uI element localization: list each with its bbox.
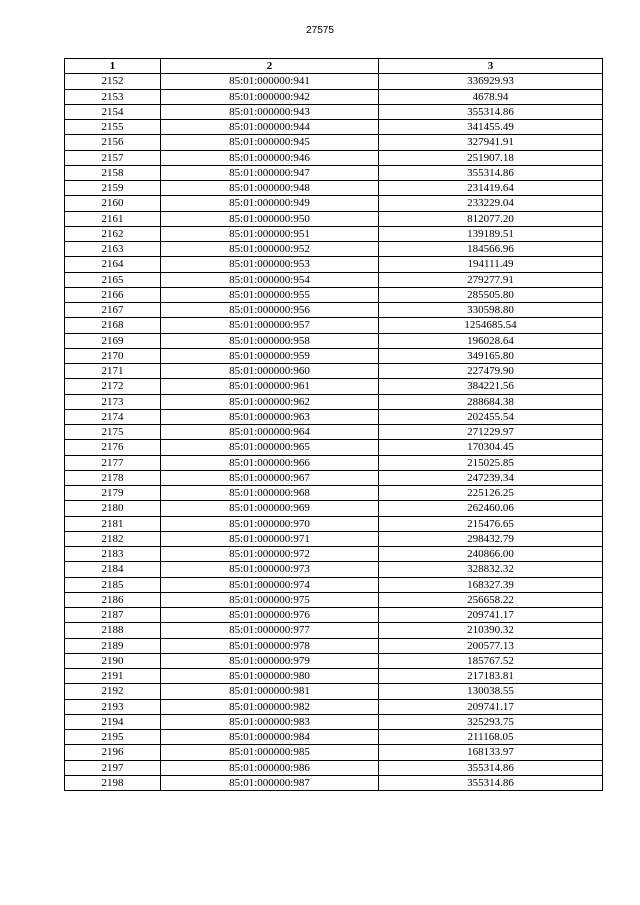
cadastral-number-cell: 85:01:000000:955 — [161, 287, 379, 302]
row-number-cell: 2170 — [65, 348, 161, 363]
table-row — [65, 745, 603, 760]
value-cell: 233229.04 — [379, 196, 603, 211]
cadastral-number-cell: 85:01:000000:973 — [161, 562, 379, 577]
table-row — [65, 364, 603, 379]
cadastral-number-cell: 85:01:000000:952 — [161, 242, 379, 257]
value-cell: 251907.18 — [379, 150, 603, 165]
row-number-cell: 2193 — [65, 699, 161, 714]
table-row — [65, 74, 603, 89]
value-cell: 240866.00 — [379, 547, 603, 562]
cadastral-number-cell: 85:01:000000:976 — [161, 608, 379, 623]
cadastral-number-cell: 85:01:000000:974 — [161, 577, 379, 592]
row-number-cell: 2187 — [65, 608, 161, 623]
row-number-cell: 2188 — [65, 623, 161, 638]
table-row — [65, 165, 603, 180]
row-number-cell: 2177 — [65, 455, 161, 470]
value-cell: 355314.86 — [379, 104, 603, 119]
cadastral-number-cell: 85:01:000000:942 — [161, 89, 379, 104]
row-number-cell: 2180 — [65, 501, 161, 516]
value-cell: 227479.90 — [379, 364, 603, 379]
cadastral-number-cell: 85:01:000000:946 — [161, 150, 379, 165]
cadastral-number-cell: 85:01:000000:961 — [161, 379, 379, 394]
cadastral-number-cell: 85:01:000000:960 — [161, 364, 379, 379]
table-row — [65, 608, 603, 623]
row-number-cell: 2196 — [65, 745, 161, 760]
table-row — [65, 120, 603, 135]
row-number-cell: 2176 — [65, 440, 161, 455]
row-number-cell: 2152 — [65, 74, 161, 89]
table-row — [65, 104, 603, 119]
cadastral-number-cell: 85:01:000000:965 — [161, 440, 379, 455]
value-cell: 209741.17 — [379, 608, 603, 623]
value-cell: 384221.56 — [379, 379, 603, 394]
table-row — [65, 623, 603, 638]
value-cell: 4678.94 — [379, 89, 603, 104]
value-cell: 215025.85 — [379, 455, 603, 470]
row-number-cell: 2194 — [65, 714, 161, 729]
value-cell: 812077.20 — [379, 211, 603, 226]
table-row — [65, 684, 603, 699]
cadastral-number-cell: 85:01:000000:980 — [161, 669, 379, 684]
cadastral-number-cell: 85:01:000000:967 — [161, 470, 379, 485]
value-cell: 355314.86 — [379, 165, 603, 180]
row-number-cell: 2162 — [65, 226, 161, 241]
value-cell: 194111.49 — [379, 257, 603, 272]
row-number-cell: 2171 — [65, 364, 161, 379]
table-row — [65, 760, 603, 775]
value-cell: 130038.55 — [379, 684, 603, 699]
table-row — [65, 486, 603, 501]
table-row — [65, 287, 603, 302]
value-cell: 355314.86 — [379, 760, 603, 775]
row-number-cell: 2174 — [65, 409, 161, 424]
table-row — [65, 669, 603, 684]
value-cell: 256658.22 — [379, 592, 603, 607]
cadastral-number-cell: 85:01:000000:962 — [161, 394, 379, 409]
table-row — [65, 714, 603, 729]
row-number-cell: 2190 — [65, 653, 161, 668]
table-row — [65, 150, 603, 165]
table-row — [65, 211, 603, 226]
value-cell: 327941.91 — [379, 135, 603, 150]
row-number-cell: 2155 — [65, 120, 161, 135]
row-number-cell: 2191 — [65, 669, 161, 684]
table-row — [65, 257, 603, 272]
row-number-cell: 2167 — [65, 303, 161, 318]
table-row — [65, 379, 603, 394]
value-cell: 168327.39 — [379, 577, 603, 592]
value-cell: 279277.91 — [379, 272, 603, 287]
row-number-cell: 2161 — [65, 211, 161, 226]
row-number-cell: 2172 — [65, 379, 161, 394]
table-row — [65, 699, 603, 714]
cadastral-number-cell: 85:01:000000:949 — [161, 196, 379, 211]
table-row — [65, 89, 603, 104]
cadastral-number-cell: 85:01:000000:975 — [161, 592, 379, 607]
cadastral-number-cell: 85:01:000000:957 — [161, 318, 379, 333]
value-cell: 341455.49 — [379, 120, 603, 135]
table-row — [65, 318, 603, 333]
row-number-cell: 2159 — [65, 181, 161, 196]
table-row — [65, 181, 603, 196]
value-cell: 288684.38 — [379, 394, 603, 409]
table-row — [65, 272, 603, 287]
row-number-cell: 2163 — [65, 242, 161, 257]
row-number-cell: 2186 — [65, 592, 161, 607]
cadastral-number-cell: 85:01:000000:963 — [161, 409, 379, 424]
cadastral-number-cell: 85:01:000000:941 — [161, 74, 379, 89]
row-number-cell: 2156 — [65, 135, 161, 150]
row-number-cell: 2168 — [65, 318, 161, 333]
cadastral-number-cell: 85:01:000000:987 — [161, 775, 379, 790]
row-number-cell: 2165 — [65, 272, 161, 287]
value-cell: 271229.97 — [379, 425, 603, 440]
row-number-cell: 2184 — [65, 562, 161, 577]
value-cell: 196028.64 — [379, 333, 603, 348]
column-header-1: 1 — [65, 59, 161, 74]
value-cell: 298432.79 — [379, 531, 603, 546]
column-header-3: 3 — [379, 59, 603, 74]
table-row — [65, 440, 603, 455]
value-cell: 330598.80 — [379, 303, 603, 318]
table-row — [65, 516, 603, 531]
row-number-cell: 2183 — [65, 547, 161, 562]
cadastral-number-cell: 85:01:000000:979 — [161, 653, 379, 668]
row-number-cell: 2175 — [65, 425, 161, 440]
value-cell: 262460.06 — [379, 501, 603, 516]
table-row — [65, 730, 603, 745]
cadastral-number-cell: 85:01:000000:953 — [161, 257, 379, 272]
value-cell: 328832.32 — [379, 562, 603, 577]
value-cell: 168133.97 — [379, 745, 603, 760]
value-cell: 325293.75 — [379, 714, 603, 729]
value-cell: 231419.64 — [379, 181, 603, 196]
table-row — [65, 242, 603, 257]
cadastral-number-cell: 85:01:000000:966 — [161, 455, 379, 470]
value-cell: 200577.13 — [379, 638, 603, 653]
table-body — [65, 74, 603, 791]
value-cell: 225126.25 — [379, 486, 603, 501]
row-number-cell: 2179 — [65, 486, 161, 501]
cadastral-number-cell: 85:01:000000:978 — [161, 638, 379, 653]
value-cell: 170304.45 — [379, 440, 603, 455]
row-number-cell: 2153 — [65, 89, 161, 104]
row-number-cell: 2197 — [65, 760, 161, 775]
table-row — [65, 196, 603, 211]
value-cell: 139189.51 — [379, 226, 603, 241]
cadastral-number-cell: 85:01:000000:981 — [161, 684, 379, 699]
value-cell: 202455.54 — [379, 409, 603, 424]
column-header-2: 2 — [161, 59, 379, 74]
table-row — [65, 653, 603, 668]
value-cell: 336929.93 — [379, 74, 603, 89]
cadastral-number-cell: 85:01:000000:951 — [161, 226, 379, 241]
cadastral-number-cell: 85:01:000000:959 — [161, 348, 379, 363]
table-row — [65, 303, 603, 318]
value-cell: 1254685.54 — [379, 318, 603, 333]
table-row — [65, 409, 603, 424]
row-number-cell: 2158 — [65, 165, 161, 180]
row-number-cell: 2185 — [65, 577, 161, 592]
table-row — [65, 470, 603, 485]
table-row — [65, 638, 603, 653]
table-row — [65, 501, 603, 516]
cadastral-number-cell: 85:01:000000:986 — [161, 760, 379, 775]
table-row — [65, 562, 603, 577]
table-row — [65, 547, 603, 562]
value-cell: 285505.80 — [379, 287, 603, 302]
value-cell: 184566.96 — [379, 242, 603, 257]
cadastral-number-cell: 85:01:000000:948 — [161, 181, 379, 196]
cadastral-number-cell: 85:01:000000:970 — [161, 516, 379, 531]
row-number-cell: 2173 — [65, 394, 161, 409]
cadastral-number-cell: 85:01:000000:984 — [161, 730, 379, 745]
row-number-cell: 2160 — [65, 196, 161, 211]
value-cell: 217183.81 — [379, 669, 603, 684]
cadastral-number-cell: 85:01:000000:947 — [161, 165, 379, 180]
table-row — [65, 455, 603, 470]
table-row — [65, 226, 603, 241]
value-cell: 211168.05 — [379, 730, 603, 745]
table-row — [65, 592, 603, 607]
row-number-cell: 2157 — [65, 150, 161, 165]
value-cell: 210390.32 — [379, 623, 603, 638]
cadastral-number-cell: 85:01:000000:983 — [161, 714, 379, 729]
row-number-cell: 2154 — [65, 104, 161, 119]
cadastral-number-cell: 85:01:000000:964 — [161, 425, 379, 440]
cadastral-number-cell: 85:01:000000:969 — [161, 501, 379, 516]
page-number: 27575 — [306, 25, 334, 36]
data-table — [64, 58, 603, 791]
cadastral-number-cell: 85:01:000000:972 — [161, 547, 379, 562]
value-cell: 247239.34 — [379, 470, 603, 485]
row-number-cell: 2198 — [65, 775, 161, 790]
cadastral-number-cell: 85:01:000000:977 — [161, 623, 379, 638]
value-cell: 349165.80 — [379, 348, 603, 363]
row-number-cell: 2166 — [65, 287, 161, 302]
cadastral-number-cell: 85:01:000000:985 — [161, 745, 379, 760]
value-cell: 355314.86 — [379, 775, 603, 790]
table-row — [65, 333, 603, 348]
table-row — [65, 425, 603, 440]
row-number-cell: 2178 — [65, 470, 161, 485]
cadastral-number-cell: 85:01:000000:945 — [161, 135, 379, 150]
cadastral-number-cell: 85:01:000000:982 — [161, 699, 379, 714]
cadastral-number-cell: 85:01:000000:950 — [161, 211, 379, 226]
table-row — [65, 577, 603, 592]
row-number-cell: 2192 — [65, 684, 161, 699]
row-number-cell: 2182 — [65, 531, 161, 546]
row-number-cell: 2195 — [65, 730, 161, 745]
cadastral-number-cell: 85:01:000000:944 — [161, 120, 379, 135]
cadastral-number-cell: 85:01:000000:954 — [161, 272, 379, 287]
cadastral-number-cell: 85:01:000000:968 — [161, 486, 379, 501]
table-row — [65, 348, 603, 363]
cadastral-number-cell: 85:01:000000:956 — [161, 303, 379, 318]
table-row — [65, 135, 603, 150]
row-number-cell: 2169 — [65, 333, 161, 348]
row-number-cell: 2164 — [65, 257, 161, 272]
row-number-cell: 2189 — [65, 638, 161, 653]
value-cell: 215476.65 — [379, 516, 603, 531]
cadastral-number-cell: 85:01:000000:943 — [161, 104, 379, 119]
table-row — [65, 531, 603, 546]
cadastral-number-cell: 85:01:000000:958 — [161, 333, 379, 348]
table-header-row — [65, 59, 603, 74]
row-number-cell: 2181 — [65, 516, 161, 531]
cadastral-number-cell: 85:01:000000:971 — [161, 531, 379, 546]
table-row — [65, 394, 603, 409]
value-cell: 185767.52 — [379, 653, 603, 668]
value-cell: 209741.17 — [379, 699, 603, 714]
table-row — [65, 775, 603, 790]
